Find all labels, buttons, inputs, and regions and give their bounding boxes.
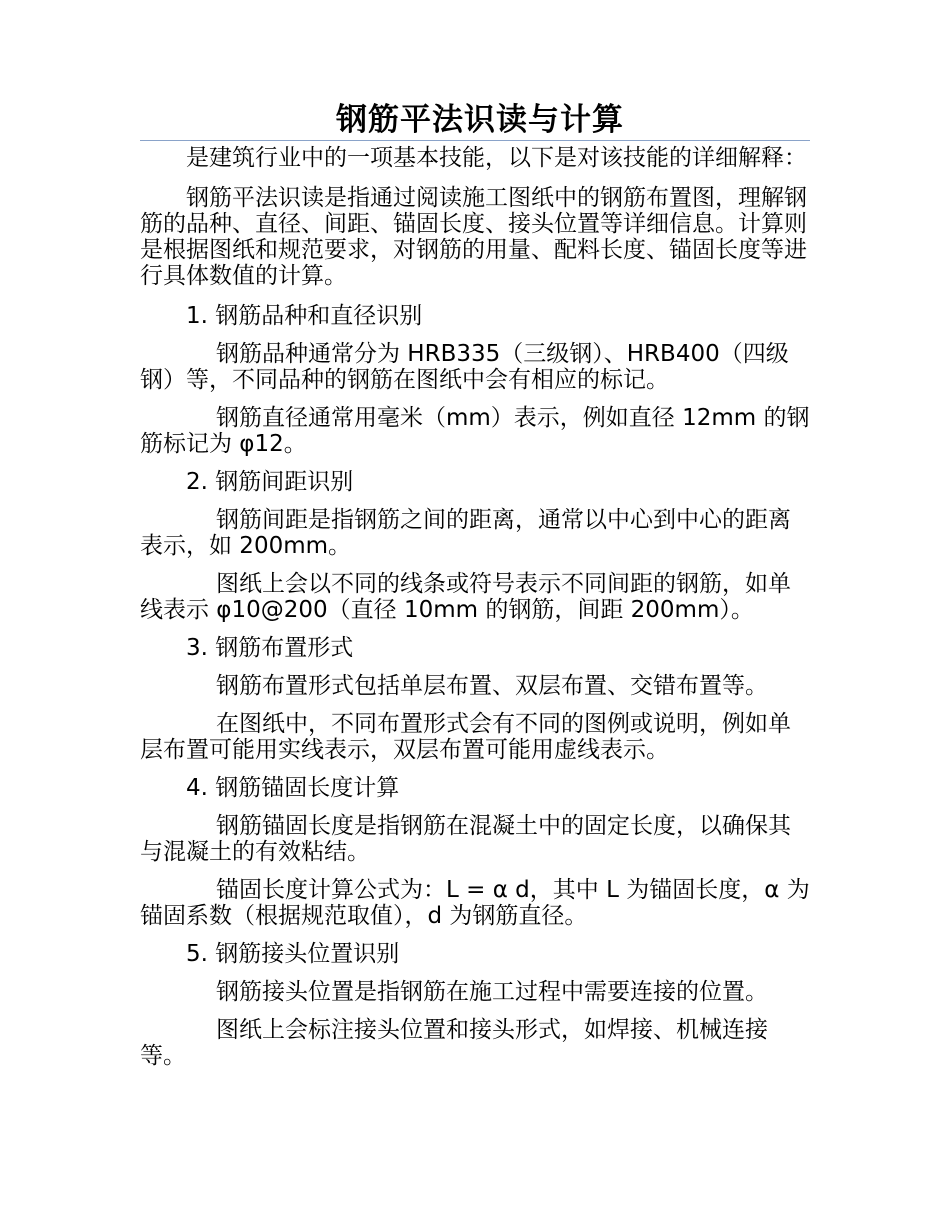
section-heading-2: 2. 钢筋间距识别 — [186, 469, 354, 495]
section-1-paragraph-2: 钢筋直径通常用毫米（mm）表示，例如直径 12mm 的钢筋标记为 φ12。 — [140, 405, 810, 457]
section-4-paragraph-1: 钢筋锚固长度是指钢筋在混凝土中的固定长度，以确保其与混凝土的有效粘结。 — [140, 813, 791, 865]
section-3-paragraph-1: 钢筋布置形式包括单层布置、双层布置、交错布置等。 — [216, 673, 768, 699]
overview-paragraph: 钢筋平法识读是指通过阅读施工图纸中的钢筋布置图，理解钢筋的品种、直径、间距、锚固长度、接头位置等详细信息。计算则是根据图纸和规范要求，对钢筋的用量、配料长度、锚固长度等进行具体数值的计算。 — [140, 185, 807, 289]
document-page — [140, 100, 810, 1069]
section-heading-1: 1. 钢筋品种和直径识别 — [186, 303, 423, 329]
section-5-paragraph-1: 钢筋接头位置是指钢筋在施工过程中需要连接的位置。 — [216, 979, 768, 1005]
section-heading-4: 4. 钢筋锚固长度计算 — [186, 775, 400, 801]
section-5-paragraph-2: 图纸上会标注接头位置和接头形式，如焊接、机械连接等。 — [140, 1017, 768, 1069]
section-2-paragraph-1: 钢筋间距是指钢筋之间的距离，通常以中心到中心的距离表示，如 200mm。 — [140, 507, 791, 559]
section-heading-3: 3. 钢筋布置形式 — [186, 635, 354, 661]
section-2-paragraph-2: 图纸上会以不同的线条或符号表示不同间距的钢筋，如单线表示 φ10@200（直径 10mm 的钢筋，间距 200mm）。 — [140, 571, 791, 623]
title-underline — [140, 140, 810, 141]
section-3-paragraph-2: 在图纸中，不同布置形式会有不同的图例或说明，例如单层布置可能用实线表示，双层布置可能用虚线表示。 — [140, 711, 791, 763]
section-4-paragraph-2: 锚固长度计算公式为：L = α d，其中 L 为锚固长度，α 为锚固系数（根据规范取值），d 为钢筋直径。 — [140, 877, 810, 929]
section-heading-5: 5. 钢筋接头位置识别 — [186, 941, 400, 967]
section-1-paragraph-1: 钢筋品种通常分为 HRB335（三级钢）、HRB400（四级钢）等，不同品种的钢筋在图纸中会有相应的标记。 — [140, 341, 789, 393]
document-title: 钢筋平法识读与计算 — [336, 102, 624, 138]
intro-paragraph: 是建筑行业中的一项基本技能，以下是对该技能的详细解释： — [186, 145, 807, 171]
